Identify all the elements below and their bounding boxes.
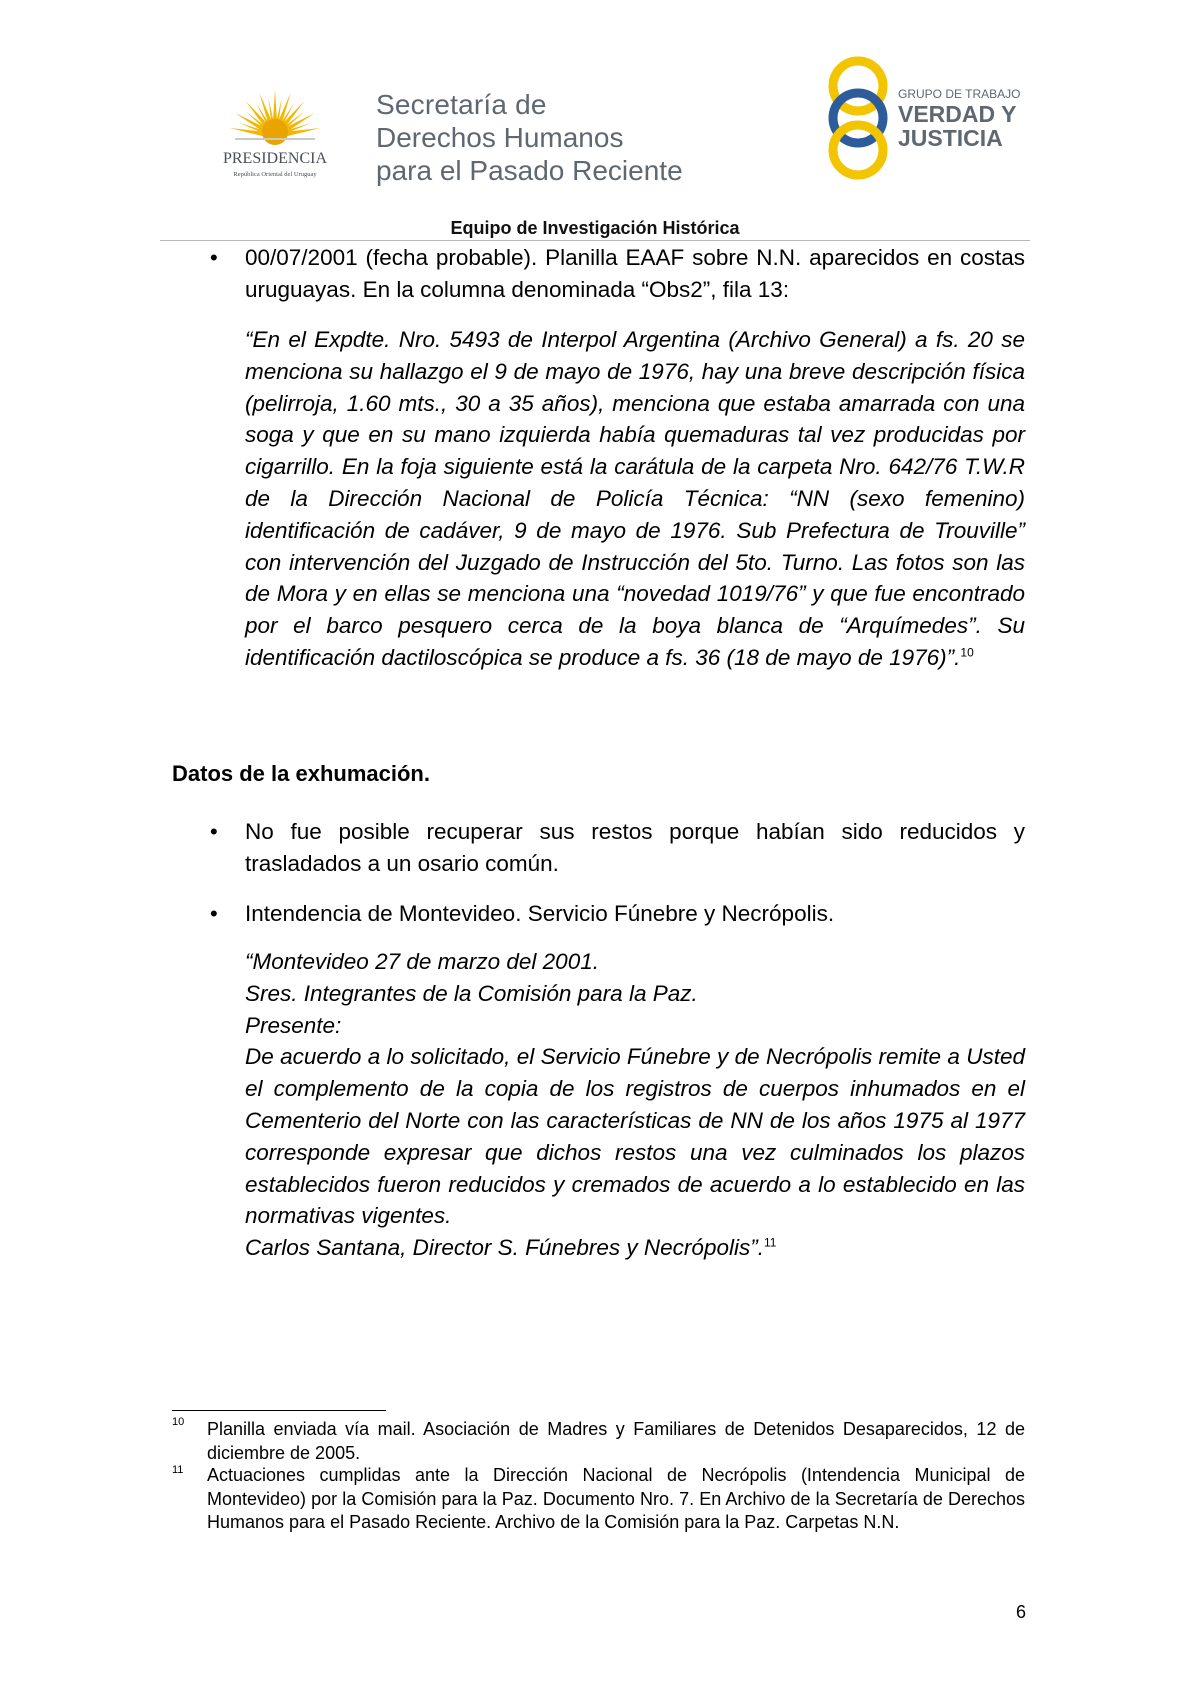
svg-text:GRUPO DE TRABAJO: GRUPO DE TRABAJO bbox=[898, 87, 1021, 101]
section-heading: Datos de la exhumación. bbox=[172, 761, 430, 786]
bullet-1-text: 00/07/2001 (fecha probable). Planilla EAAF sobre N.N. aparecidos en costas uruguayas. En la columna denominada “Obs2”, fila 13: bbox=[245, 245, 1025, 302]
svg-text:VERDAD Y: VERDAD Y bbox=[898, 101, 1017, 127]
svg-text:República Oriental del Uruguay: República Oriental del Uruguay bbox=[233, 171, 317, 178]
letter-signature: Carlos Santana, Director S. Fúnebres y Necrópolis”. bbox=[245, 1235, 764, 1261]
footnote-10-text: Planilla enviada vía mail. Asociación de Madres y Familiares de Detenidos Desaparecidos, 12 de diciembre de 2005. bbox=[207, 1419, 1025, 1463]
footnote-ref-10[interactable]: 10 bbox=[960, 645, 974, 660]
footnote-10-number: 10 bbox=[172, 1416, 185, 1428]
rings-icon bbox=[816, 56, 1036, 180]
svg-text:JUSTICIA: JUSTICIA bbox=[898, 125, 1003, 151]
letter-addressee: Sres. Integrantes de la Comisión para la Paz. bbox=[245, 980, 698, 1006]
secretaria-line1: Secretaría de bbox=[376, 89, 547, 120]
verdad-y-justicia-logo bbox=[816, 56, 1036, 180]
footnote-divider bbox=[172, 1410, 386, 1411]
bullet-3-text: Intendencia de Montevideo. Servicio Fúnebre y Necrópolis. bbox=[245, 901, 835, 926]
letter-quote bbox=[245, 946, 1025, 1264]
footnote-11-number: 11 bbox=[172, 1464, 184, 1476]
letter-signature-line bbox=[245, 1232, 1025, 1264]
footnote-11-text: Actuaciones cumplidas ante la Dirección Nacional de Necrópolis (Intendencia Municipal de Montevideo) por la Comisión para la Paz. Documento Nro. 7. En Archivo de la Secretaría de Derechos Humanos para el Pasado Reciente. Archivo de la Comisión para la Paz. Carpetas N.N. bbox=[207, 1465, 1025, 1532]
bullet-3-marker: • bbox=[210, 901, 218, 926]
letter-greeting: Presente: bbox=[245, 1012, 342, 1038]
bullet-1-marker: • bbox=[210, 245, 218, 270]
secretaria-line2: Derechos Humanos bbox=[376, 122, 624, 154]
bullet-2-marker: • bbox=[210, 819, 218, 844]
interpol-quote bbox=[245, 324, 1025, 674]
presidencia-logo bbox=[195, 82, 355, 182]
letter-body: De acuerdo a lo solicitado, el Servicio Fúnebre y de Necrópolis remite a Usted el complemento de la copia de los registros de cuerpos inhumados en el Cementerio del Norte con las características de NN de los años 1975 al 1977 corresponde expresar que dichos restos una vez culminados los plazos establecidos fueron reducidos y cremados de acuerdo a lo establecido en las normativas vigentes. bbox=[245, 1044, 1025, 1229]
header-divider bbox=[160, 240, 1030, 241]
page-number: 6 bbox=[1016, 1602, 1027, 1622]
bullet-2-text: No fue posible recuperar sus restos porque habían sido reducidos y trasladados a un osario común. bbox=[245, 819, 1025, 876]
svg-text:PRESIDENCIA: PRESIDENCIA bbox=[222, 150, 328, 167]
secretaria-title bbox=[376, 88, 716, 187]
sun-emblem-icon bbox=[195, 82, 355, 182]
interpol-quote-text: “En el Expdte. Nro. 5493 de Interpol Argentina (Archivo General) a fs. 20 se menciona su hallazgo el 9 de mayo de 1976, hay una breve descripción física (pelirroja, 1.60 mts., 30 a 35 años), menciona que estaba amarrada con una soga y que en su mano izquierda había quemaduras tal vez producidas por cigarrillo. En la foja siguiente está la carátula de la carpeta Nro. 642/76 T.W.R de la Dirección Nacional de Policía Técnica: “NN (sexo femenino) identificación de cadáver, 9 de mayo de 1976. Sub Prefectura de Trouville” con intervención del Juzgado de Instrucción del 5to. Turno. Las fotos son las de Mora y en ellas se menciona una “novedad 1019/76” y que fue encontrado por el barco pesquero cerca de la boya blanca de “Arquímedes”. Su identificación dactiloscópica se produce a fs. 36 (18 de mayo de 1976)”. bbox=[245, 327, 1025, 670]
header-subtitle: Equipo de Investigación Histórica bbox=[450, 218, 740, 238]
letter-date: “Montevideo 27 de marzo del 2001. bbox=[245, 949, 599, 974]
secretaria-line3: para el Pasado Reciente bbox=[376, 155, 683, 187]
footnote-ref-11[interactable]: 11 bbox=[763, 1235, 777, 1250]
